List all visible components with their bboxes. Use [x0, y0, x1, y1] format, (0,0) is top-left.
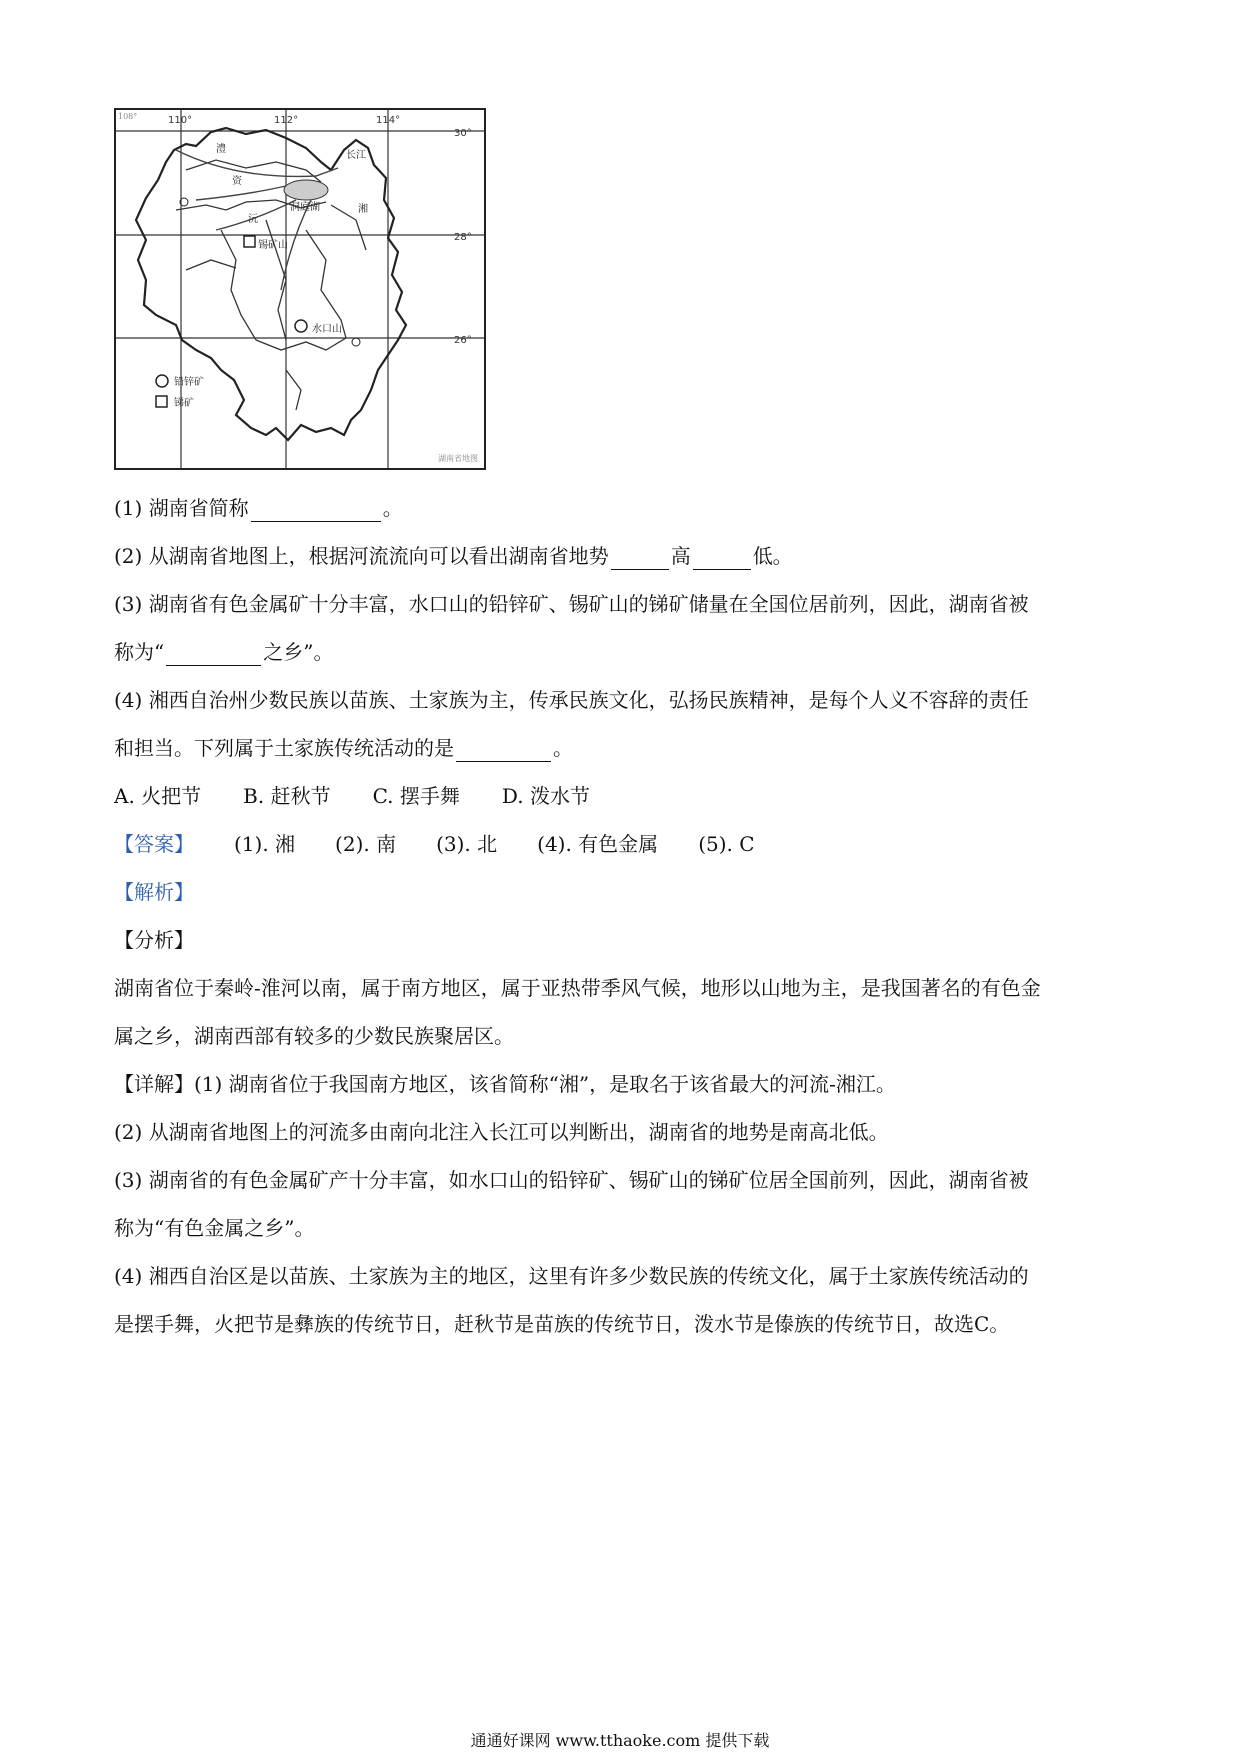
hunan-map-figure — [114, 108, 486, 470]
legend-label: 铅锌矿 — [174, 377, 204, 388]
antimony-mine-icon — [244, 236, 255, 247]
analysis-label: 【解析】 — [114, 880, 194, 904]
detail-line: (3) 湖南省的有色金属矿产十分丰富，如水口山的铅锌矿、锡矿山的锑矿位居全国前列，因此，湖南省被 — [114, 1168, 1029, 1192]
question-2 — [114, 542, 793, 570]
city-icon — [352, 338, 360, 346]
detail-line: 是摆手舞，火把节是彝族的传统节日，赶秋节是苗族的传统节日，泼水节是傣族的传统节日，故选C。 — [114, 1312, 1010, 1336]
map-place-label: 长江 — [346, 150, 366, 161]
latitude-label: 26° — [454, 335, 472, 346]
question-4-line-2 — [114, 734, 573, 762]
answer-item: (5). C — [698, 832, 755, 856]
answer-blank — [611, 549, 669, 570]
map-place-label: 洞庭湖 — [290, 202, 320, 213]
antimony-legend-icon — [156, 396, 167, 407]
question-1-end: 。 — [382, 496, 403, 520]
option-d: D. 泼水节 — [501, 784, 590, 808]
latitude-label: 30° — [454, 128, 472, 139]
question-4-line-1: (4) 湘西自治州少数民族以苗族、土家族为主，传承民族文化，弘扬民族精神，是每个人义不容辞的责任 — [114, 688, 1029, 712]
map-place-label: 沅 — [248, 214, 258, 225]
question-1-text: (1) 湖南省简称 — [114, 496, 249, 520]
question-3-line-2 — [114, 638, 333, 666]
region-boundaries — [176, 160, 366, 410]
analysis-para-line: 属之乡，湖南西部有较多的少数民族聚居区。 — [114, 1024, 514, 1048]
map-place-label: 澧 — [216, 144, 226, 155]
map-figure-name: 湖南省地图 — [438, 454, 478, 463]
question-3-text: 称为“ — [114, 640, 165, 664]
question-4-text: 和担当。下列属于土家族传统活动的是 — [114, 736, 454, 760]
detail-line: 称为“有色金属之乡”。 — [114, 1216, 315, 1240]
answer-blank — [166, 645, 261, 666]
analysis-para-line: 湖南省位于秦岭-淮河以南，属于南方地区，属于亚热带季风气候，地形以山地为主，是我国著名的有色金 — [114, 976, 1041, 1000]
answer-item: (3). 北 — [436, 832, 498, 856]
map-legend — [156, 375, 204, 409]
detail-line: 【详解】(1) 湖南省位于我国南方地区，该省简称“湘”，是取名于该省最大的河流-湘江。 — [114, 1072, 896, 1096]
longitude-label: 108° — [118, 112, 138, 121]
answer-blank — [693, 549, 751, 570]
question-3-end: 之乡”。 — [263, 640, 334, 664]
detail-line: (4) 湘西自治区是以苗族、土家族为主的地区，这里有许多少数民族的传统文化，属于土家族传统活动的 — [114, 1264, 1029, 1288]
analysis-sub-label: 【分析】 — [114, 928, 194, 952]
answer-row — [114, 830, 755, 858]
option-a: A. 火把节 — [114, 784, 202, 808]
map-place-label: 锡矿山 — [258, 240, 288, 251]
question-2-high: 高 — [670, 544, 691, 568]
detail-line: (2) 从湖南省地图上的河流多由南向北注入长江可以判断出，湖南省的地势是南高北低。 — [114, 1120, 889, 1144]
map-grid — [116, 110, 484, 468]
answer-item: (4). 有色金属 — [537, 832, 659, 856]
latitude-label: 28° — [454, 232, 472, 243]
answer-label: 【答案】 — [114, 832, 194, 856]
question-2-low: 低。 — [752, 544, 793, 568]
question-1 — [114, 494, 403, 522]
page-footer: 通通好课网 www.tthaoke.com 提供下载 — [470, 1731, 770, 1750]
option-c: C. 摆手舞 — [372, 784, 460, 808]
lead-zinc-legend-icon — [156, 375, 168, 387]
dongting-lake — [284, 180, 328, 200]
longitude-label: 112° — [274, 115, 299, 126]
lead-zinc-mine-icon — [295, 320, 307, 332]
map-place-label: 湘 — [358, 204, 368, 215]
question-4-end: 。 — [553, 736, 573, 760]
option-b: B. 赶秋节 — [243, 784, 331, 808]
answer-item: (2). 南 — [335, 832, 397, 856]
answer-blank — [251, 501, 381, 522]
map-place-label: 资 — [232, 176, 242, 187]
question-3-line-1: (3) 湖南省有色金属矿十分丰富，水口山的铅锌矿、锡矿山的锑矿储量在全国位居前列，因此，湖南省被 — [114, 592, 1029, 616]
longitude-label: 110° — [168, 115, 193, 126]
answer-blank — [456, 741, 551, 762]
question-2-text: (2) 从湖南省地图上，根据河流流向可以看出湖南省地势 — [114, 544, 609, 568]
longitude-label: 114° — [376, 115, 401, 126]
map-place-label: 水口山 — [312, 324, 342, 335]
hunan-map-drawing — [116, 110, 484, 468]
question-4-options — [114, 782, 632, 810]
answer-item: (1). 湘 — [234, 832, 296, 856]
legend-label: 锑矿 — [174, 398, 194, 409]
